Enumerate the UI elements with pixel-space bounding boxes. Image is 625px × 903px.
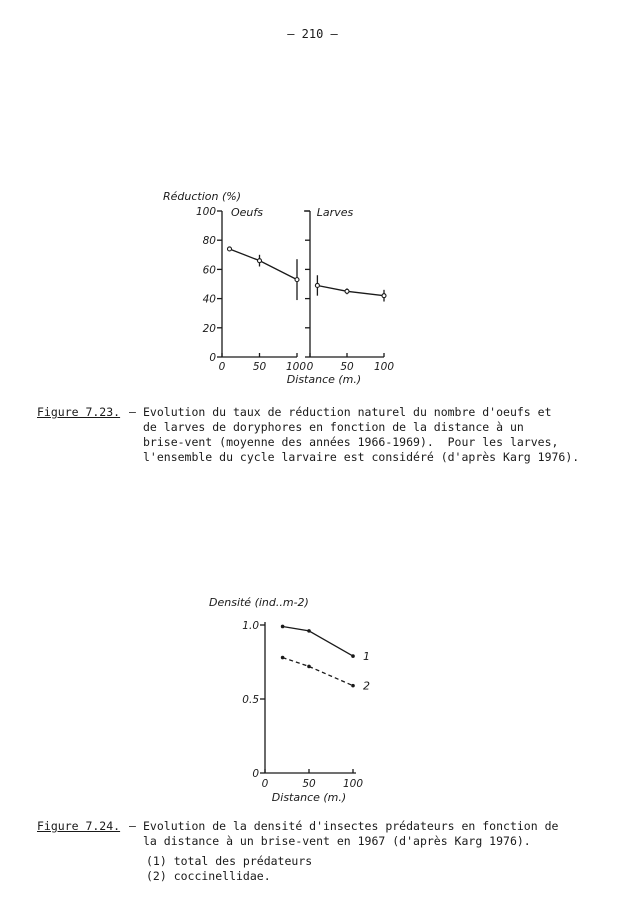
y-tick-label: 0 <box>209 352 216 364</box>
figure-7-24-legend <box>146 854 312 884</box>
data-point <box>307 629 311 633</box>
caption-dash: – <box>129 819 136 833</box>
caption-line: brise-vent (moyenne des années 1966-1969). Pour les larves, <box>143 435 559 449</box>
figure-7-24-caption <box>37 819 617 851</box>
x-tick-label: 0 <box>218 361 226 373</box>
y-tick-label: 80 <box>202 235 216 248</box>
x-axis-label: Distance (m.) <box>271 791 347 804</box>
data-point <box>307 665 311 669</box>
y-tick-label: 100 <box>195 206 216 218</box>
caption-line: Evolution de la densité d'insectes prédateurs en fonction de <box>143 819 559 833</box>
x-tick-label: 50 <box>340 361 354 373</box>
data-point <box>351 684 355 688</box>
caption-line: l'ensemble du cycle larvaire est considéré (d'après Karg 1976). <box>143 450 580 464</box>
series-line-1 <box>283 626 353 656</box>
series-label: 1 <box>363 650 370 664</box>
y-tick-label: 60 <box>202 264 216 277</box>
series-label: 2 <box>363 679 370 693</box>
x-axis-label: Distance (m.) <box>286 373 362 386</box>
y-tick-label: 20 <box>202 322 216 335</box>
panel-label: Oeufs <box>230 206 264 219</box>
caption-line: Evolution du taux de réduction naturel du nombre d'oeufs et <box>143 405 552 419</box>
y-axis-label: Réduction (%) <box>163 190 242 203</box>
series-line-2 <box>283 658 353 686</box>
y-tick-label: 0 <box>252 768 259 780</box>
data-point <box>351 654 355 658</box>
legend-item: (1) total des prédateurs <box>146 854 313 868</box>
x-tick-label: 50 <box>252 361 267 373</box>
data-point <box>281 656 285 660</box>
panel-label: Larves <box>316 206 354 219</box>
legend-item: (2) coccinellidae. <box>146 869 271 883</box>
y-tick-label: 40 <box>202 293 216 306</box>
x-tick-label: 100 <box>285 361 307 373</box>
y-axis-label: Densité (ind..m-2) <box>209 596 309 609</box>
x-tick-label: 100 <box>342 778 364 790</box>
page-number: – 210 – <box>287 27 338 41</box>
x-tick-label: 0 <box>306 361 314 373</box>
figure-label: Figure 7.23. <box>37 405 121 419</box>
x-tick-label: 0 <box>261 778 269 790</box>
x-tick-label: 100 <box>373 361 395 373</box>
caption-line: la distance à un brise-vent en 1967 (d'après Karg 1976). <box>143 834 531 848</box>
y-tick-label: 0.5 <box>242 694 259 706</box>
figure-label: Figure 7.24. <box>37 819 121 833</box>
caption-dash: – <box>129 405 136 419</box>
x-tick-label: 50 <box>302 778 316 790</box>
y-tick-label: 1.0 <box>242 620 259 632</box>
data-point <box>281 625 285 629</box>
caption-line: de larves de doryphores en fonction de la distance à un <box>143 420 524 434</box>
